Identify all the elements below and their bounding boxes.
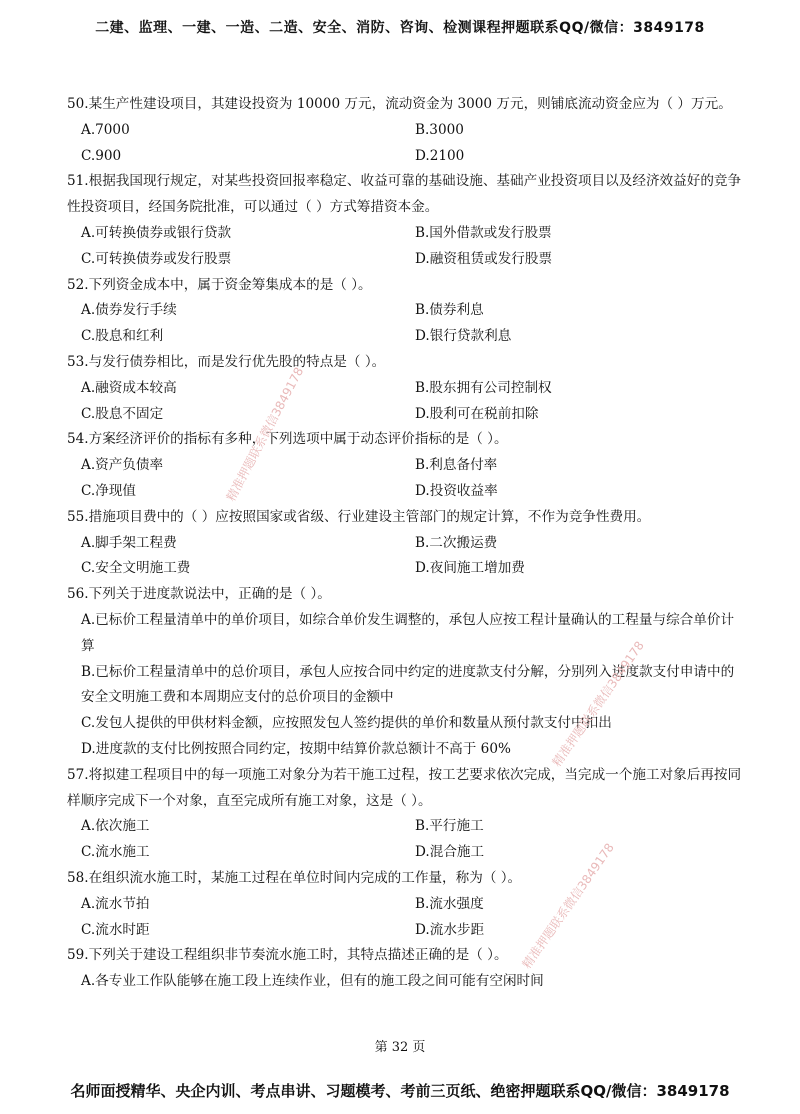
option-c: C.流水时距 bbox=[81, 921, 150, 938]
option-b: B.利息备付率 bbox=[415, 457, 498, 474]
option-d: D.进度款的支付比例按照合同约定，按期中结算价款总额计不高于 60% bbox=[81, 740, 511, 757]
option-c: C.股息不固定 bbox=[81, 405, 164, 422]
question-stem: 57.将拟建工程项目中的每一项施工对象分为若干施工过程，按工艺要求依次完成，当完成一个施工对象后再按同样顺序完成下一个对象，直至完成所有施工对象，这是（ ）。 bbox=[67, 766, 742, 809]
option-b: B.债券利息 bbox=[415, 302, 484, 319]
question-item bbox=[67, 763, 743, 866]
question-stem: 51.根据我国现行规定，对某些投资回报率稳定、收益可靠的基础设施、基础产业投资项目以及经济效益好的竞争性投资项目，经国务院批准，可以通过（ ）方式筹措资本金。 bbox=[67, 173, 742, 216]
question-item bbox=[67, 92, 743, 169]
options-group bbox=[67, 376, 743, 428]
question-stem: 56.下列关于进度款说法中，正确的是（ ）。 bbox=[67, 586, 331, 603]
question-stem: 54.方案经济评价的指标有多种，下列选项中属于动态评价指标的是（ ）。 bbox=[67, 431, 508, 448]
question-stem: 55.措施项目费中的（ ）应按照国家或省级、行业建设主管部门的规定计算，不作为竞争性费用。 bbox=[67, 508, 651, 525]
option-b: B.股东拥有公司控制权 bbox=[415, 379, 552, 396]
option-d: D.投资收益率 bbox=[415, 482, 498, 499]
option-a: A.依次施工 bbox=[81, 818, 150, 835]
question-stem: 52.下列资金成本中，属于资金筹集成本的是（ ）。 bbox=[67, 276, 372, 293]
options-group bbox=[67, 531, 743, 583]
option-d: D.2100 bbox=[415, 147, 465, 164]
option-a: A.脚手架工程费 bbox=[81, 534, 177, 551]
option-b: B.平行施工 bbox=[415, 818, 484, 835]
option-b: B.已标价工程量清单中的总价项目，承包人应按合同中约定的进度款支付分解，分别列入进度款支付申请中的安全文明施工费和本周期应支付的总价项目的金额中 bbox=[81, 663, 735, 706]
option-c: C.净现值 bbox=[81, 482, 137, 499]
question-stem: 50.某生产性建设项目，其建设投资为 10000 万元，流动资金为 3000 万元，则铺底流动资金应为（ ）万元。 bbox=[67, 96, 732, 112]
option-d: D.融资租赁或发行股票 bbox=[415, 250, 553, 267]
option-c: C.流水施工 bbox=[81, 844, 150, 861]
option-a: A.各专业工作队能够在施工段上连续作业，但有的施工段之间可能有空闲时间 bbox=[81, 973, 544, 990]
option-c: C.股息和红利 bbox=[81, 328, 164, 345]
page-number: 第 32 页 bbox=[374, 1040, 426, 1055]
question-list bbox=[67, 92, 743, 995]
question-stem: 58.在组织流水施工时，某施工过程在单位时间内完成的工作量，称为（ ）。 bbox=[67, 869, 522, 886]
question-item bbox=[67, 169, 743, 272]
watermark: 精准押题联系微信3849178 bbox=[223, 364, 307, 504]
question-item bbox=[67, 427, 743, 504]
option-d: D.夜间施工增加费 bbox=[415, 560, 525, 577]
option-a: A.融资成本较高 bbox=[81, 379, 177, 396]
question-item bbox=[67, 943, 743, 995]
options-group bbox=[67, 608, 743, 763]
options-group bbox=[67, 814, 743, 866]
option-d: D.流水步距 bbox=[415, 921, 485, 938]
option-a: A.已标价工程量清单中的单价项目，如综合单价发生调整的，承包人应按工程计量确认的工程量与综合单价计算 bbox=[81, 611, 735, 654]
option-a: A.7000 bbox=[81, 121, 130, 138]
option-b: B.流水强度 bbox=[415, 895, 484, 912]
question-item bbox=[67, 273, 743, 350]
watermark: 精准押题联系微信3849178 bbox=[519, 840, 617, 972]
page-footer: 名师面授精华、央企内训、考点串讲、习题模考、考前三页纸、绝密押题联系QQ/微信：3849178 bbox=[70, 1082, 730, 1100]
question-item bbox=[67, 350, 743, 427]
option-b: B.二次搬运费 bbox=[415, 534, 498, 551]
question-item bbox=[67, 866, 743, 943]
options-group bbox=[67, 969, 743, 995]
options-group bbox=[67, 221, 743, 273]
option-d: D.股利可在税前扣除 bbox=[415, 405, 539, 422]
page-header: 二建、监理、一建、一造、二造、安全、消防、咨询、检测课程押题联系QQ/微信：3849178 bbox=[95, 20, 705, 36]
question-item bbox=[67, 505, 743, 582]
option-a: A.流水节拍 bbox=[81, 895, 150, 912]
question-stem: 59.下列关于建设工程组织非节奏流水施工时，其特点描述正确的是（ ）。 bbox=[67, 947, 508, 964]
options-group bbox=[67, 892, 743, 944]
option-c: C.可转换债券或发行股票 bbox=[81, 250, 232, 267]
option-a: A.资产负债率 bbox=[81, 457, 164, 474]
watermark: 精准押题联系微信3849178 bbox=[549, 638, 647, 770]
option-b: B.3000 bbox=[415, 121, 464, 138]
option-d: D.银行贷款利息 bbox=[415, 328, 512, 345]
question-stem: 53.与发行债券相比，而是发行优先股的特点是（ ）。 bbox=[67, 353, 386, 370]
option-c: C.900 bbox=[81, 147, 122, 164]
option-a: A.可转换债券或银行贷款 bbox=[81, 224, 232, 241]
options-group bbox=[67, 453, 743, 505]
option-c: C.发包人提供的甲供材料金额，应按照发包人签约提供的单价和数量从预付款支付中扣出 bbox=[81, 715, 612, 732]
question-item bbox=[67, 582, 743, 763]
option-a: A.债券发行手续 bbox=[81, 302, 177, 319]
option-b: B.国外借款或发行股票 bbox=[415, 224, 552, 241]
options-group bbox=[67, 298, 743, 350]
option-c: C.安全文明施工费 bbox=[81, 560, 191, 577]
options-group bbox=[67, 118, 743, 170]
option-d: D.混合施工 bbox=[415, 844, 485, 861]
